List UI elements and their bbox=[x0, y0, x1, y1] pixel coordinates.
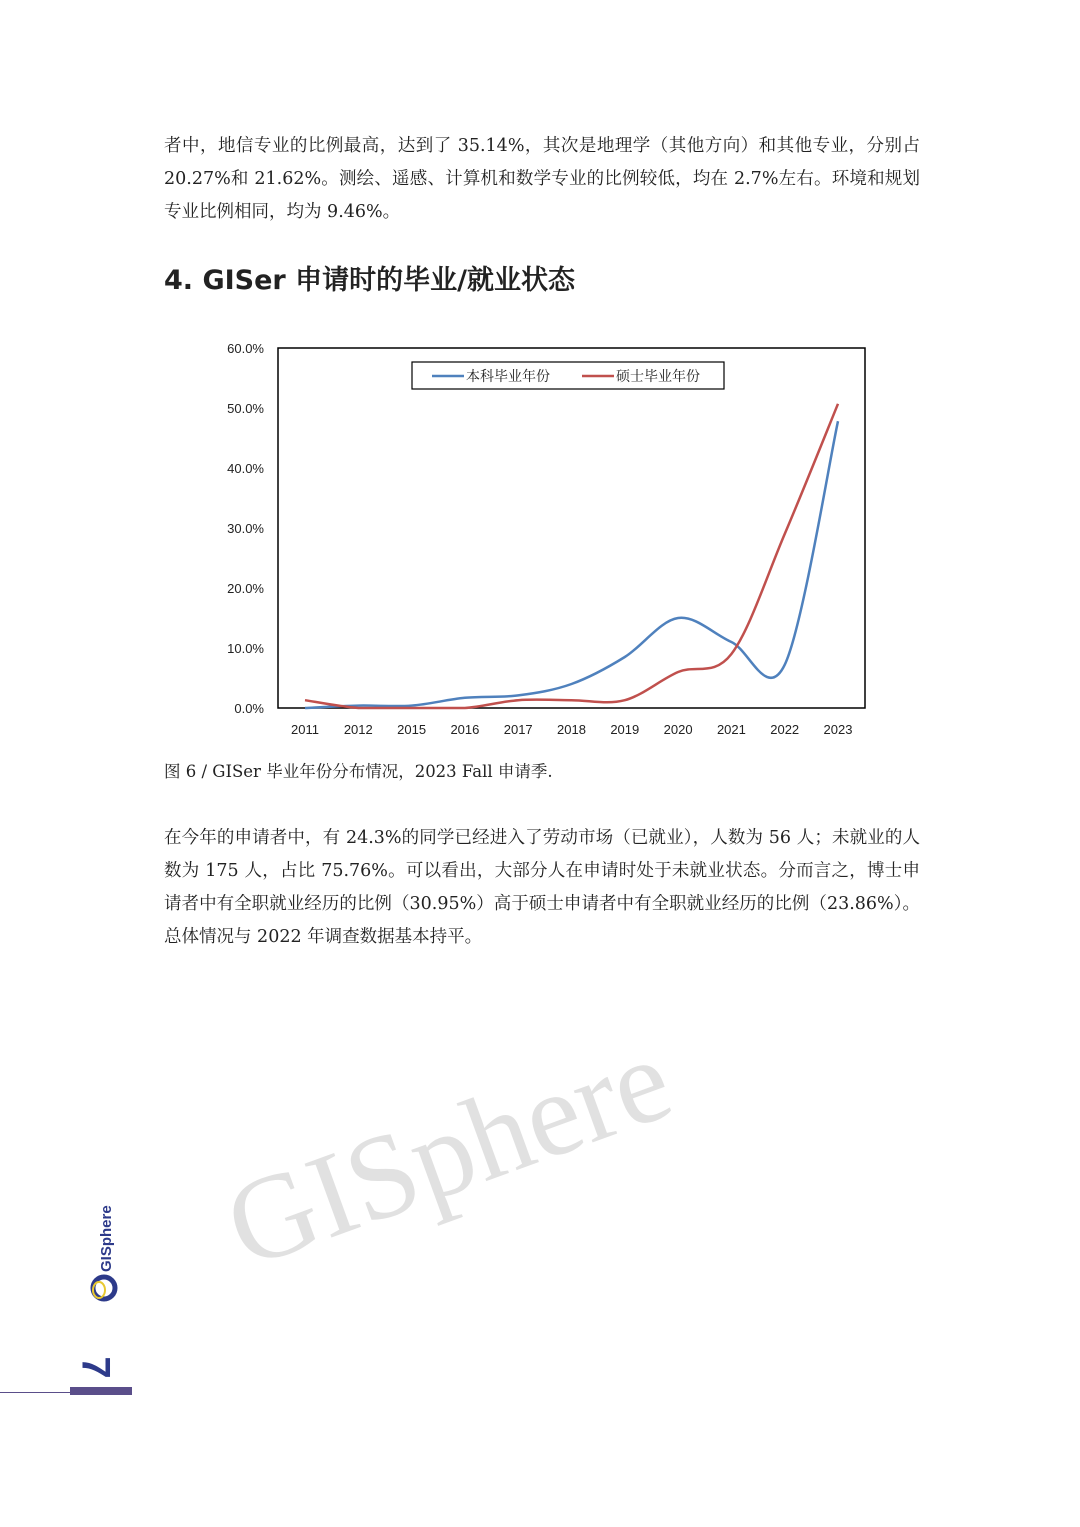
svg-text:GISphere: GISphere bbox=[98, 1205, 115, 1272]
x-tick-label: 2017 bbox=[503, 722, 533, 737]
legend-label: 硕士毕业年份 bbox=[616, 368, 700, 384]
x-tick-label: 2020 bbox=[663, 722, 693, 737]
y-tick-label: 40.0% bbox=[227, 461, 264, 476]
x-tick-label: 2022 bbox=[770, 722, 800, 737]
y-tick-label: 20.0% bbox=[227, 581, 264, 596]
y-tick-label: 10.0% bbox=[227, 641, 264, 656]
paragraph-majors: 者中，地信专业的比例最高，达到了 35.14%，其次是地理学（其他方向）和其他专业，分别占 20.27%和 21.62%。测绘、遥感、计算机和数学专业的比例较低，均在 2.7%左右。环境和规划专业比例相同，均为 9.46%。 bbox=[164, 136, 920, 222]
paragraph-employment: 在今年的申请者中，有 24.3%的同学已经进入了劳动市场（已就业），人数为 56 人；未就业的人数为 175 人，占比 75.76%。可以看出，大部分人在申请时处于未就业状态。分而言之，博士申请者中有全职就业经历的比例（30.95%）高于硕士申请者中有全职就业经历的比例（23.86%）。总体情况与 2022 年调查数据基本持平。 bbox=[164, 828, 920, 947]
x-tick-label: 2016 bbox=[450, 722, 480, 737]
x-tick-label: 2019 bbox=[610, 722, 640, 737]
section-heading: 4. GISer 申请时的毕业/就业状态 bbox=[164, 265, 575, 296]
figure-caption: 图 6 / GISer 毕业年份分布情况，2023 Fall 申请季. bbox=[164, 762, 553, 781]
plot-area bbox=[278, 348, 865, 708]
y-tick-label: 60.0% bbox=[227, 341, 264, 356]
x-tick-label: 2021 bbox=[716, 722, 746, 737]
x-tick-label: 2012 bbox=[343, 722, 373, 737]
x-tick-label: 2023 bbox=[823, 722, 853, 737]
y-tick-label: 30.0% bbox=[227, 521, 264, 536]
page-rule bbox=[0, 1392, 70, 1393]
x-tick-label: 2018 bbox=[557, 722, 586, 737]
page-bar bbox=[70, 1387, 132, 1395]
watermark: GISphere bbox=[209, 1010, 687, 1294]
x-tick-label: 2015 bbox=[397, 722, 427, 737]
y-tick-label: 0.0% bbox=[234, 701, 264, 716]
x-tick-label: 2011 bbox=[291, 722, 319, 737]
legend-label: 本科毕业年份 bbox=[466, 368, 550, 384]
gisphere-logo bbox=[84, 1200, 124, 1310]
page-number: 7 bbox=[73, 1356, 118, 1379]
graduation-year-chart bbox=[0, 0, 1080, 760]
y-tick-label: 50.0% bbox=[227, 401, 264, 416]
